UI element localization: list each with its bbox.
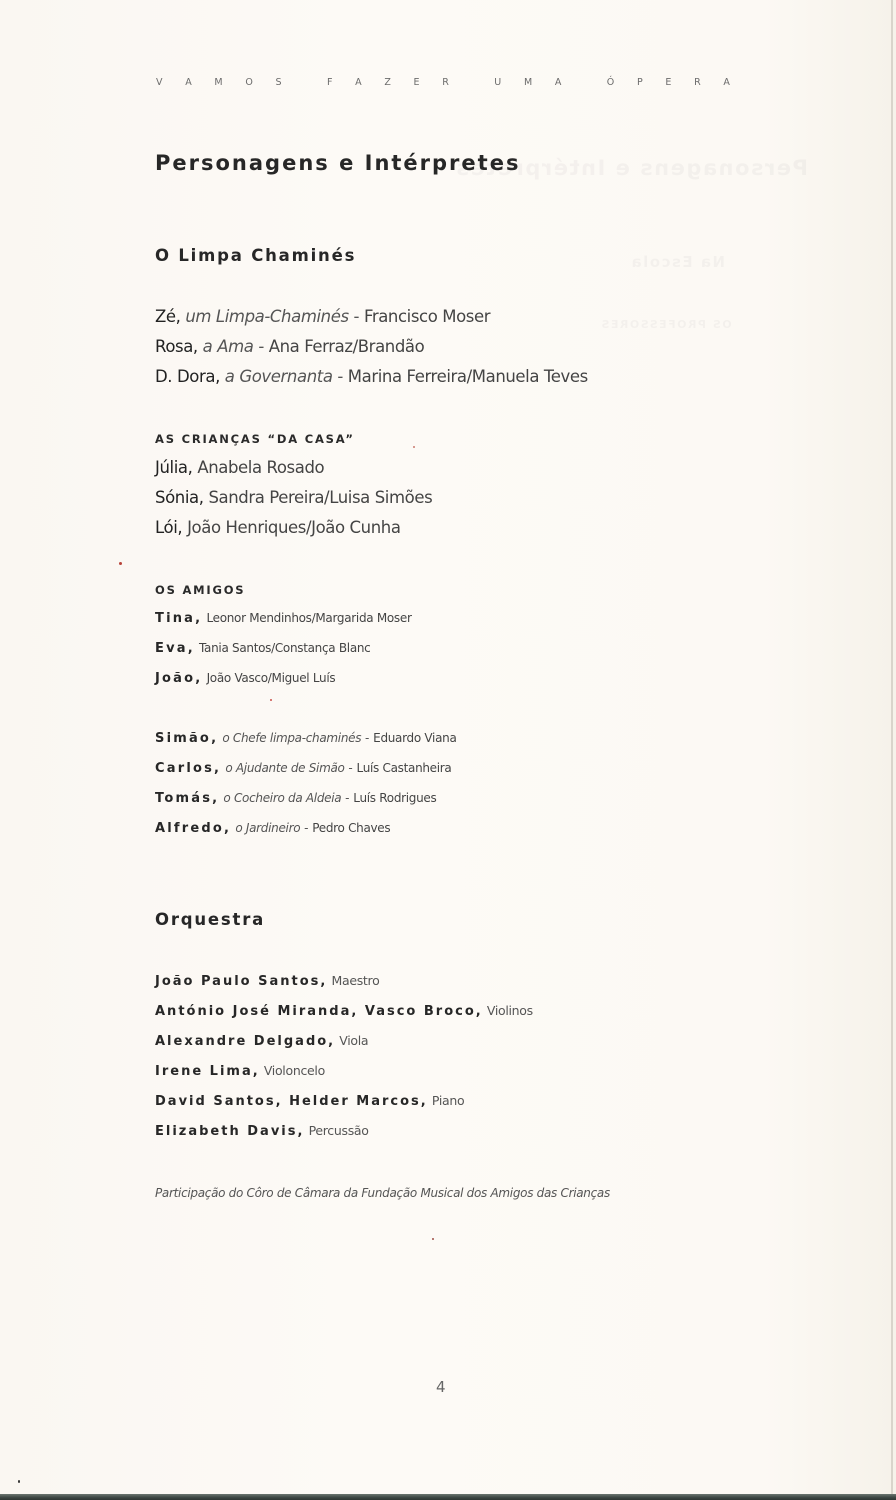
running-head-letter: R <box>442 77 449 88</box>
page-title: Personagens e Intérpretes <box>155 151 521 175</box>
orchestra-line <box>155 973 379 989</box>
actor-name: Tania Santos/Constança Blanc <box>199 641 371 655</box>
running-head-letter: F <box>326 77 333 88</box>
instrument: Piano <box>431 1093 465 1108</box>
section-title-limpa-chamines: O Limpa Chaminés <box>155 246 357 265</box>
cast-line <box>155 791 436 806</box>
cast-line <box>155 458 324 477</box>
character-name: Rosa, <box>155 337 198 356</box>
instrument: Violoncelo <box>263 1063 325 1078</box>
cast-line <box>155 671 335 686</box>
scan-speck <box>432 1238 434 1240</box>
page-number: 4 <box>436 1378 446 1396</box>
scan-speck <box>18 1480 20 1483</box>
character-role: o Ajudante de Simão <box>225 761 345 775</box>
running-head-letter: P <box>636 77 643 88</box>
actor-name: Leonor Mendinhos/Margarida Moser <box>206 611 412 625</box>
actor-name: João Vasco/Miguel Luís <box>206 671 336 685</box>
section-title-orquestra: Orquestra <box>155 910 266 929</box>
character-name: Carlos, <box>155 761 222 776</box>
character-role: o Jardineiro <box>235 821 301 835</box>
character-name: D. Dora, <box>155 367 220 386</box>
running-head-letter: Ó <box>606 77 615 88</box>
character-name: Sónia, <box>155 488 204 507</box>
character-name: Zé, <box>155 307 181 326</box>
orchestra-line <box>155 1063 325 1079</box>
group-label-amigos: OS AMIGOS <box>155 583 246 597</box>
musician-names: David Santos, Helder Marcos, <box>155 1094 428 1109</box>
actor-name: Luís Rodrigues <box>353 791 437 805</box>
running-head-letter: M <box>523 77 533 88</box>
character-name: Júlia, <box>155 458 193 477</box>
cast-line <box>155 761 452 776</box>
running-head-letter: S <box>275 77 282 88</box>
orchestra-line <box>155 1093 464 1109</box>
cast-line <box>155 641 370 656</box>
running-head-letter: Z <box>384 77 391 88</box>
character-name: Simão, <box>155 731 219 746</box>
cast-line <box>155 307 490 326</box>
page-edge <box>891 0 893 1494</box>
character-name: João, <box>155 671 203 686</box>
instrument: Violinos <box>486 1003 533 1018</box>
running-head-letter: A <box>554 77 562 88</box>
actor-name: Luís Castanheira <box>356 761 452 775</box>
separator: - <box>344 761 357 775</box>
cast-line <box>155 731 457 746</box>
instrument: Maestro <box>331 973 380 988</box>
musician-names: João Paulo Santos, <box>155 974 328 989</box>
running-head-letter: A <box>185 77 192 88</box>
bleed-through-group <box>600 318 732 331</box>
character-role: a Ama <box>202 337 254 356</box>
character-role: o Chefe limpa-chaminés <box>222 731 362 745</box>
character-role: a Governanta <box>224 367 333 386</box>
musician-names: Elizabeth Davis, <box>155 1124 305 1139</box>
running-head <box>156 77 730 88</box>
musician-names: Irene Lima, <box>155 1064 260 1079</box>
character-role: o Cocheiro da Aldeia <box>223 791 342 805</box>
actor-name: Ana Ferraz/Brandão <box>268 337 425 356</box>
character-name: Tina, <box>155 611 203 626</box>
running-head-letter: V <box>156 77 163 88</box>
character-name: Tomás, <box>155 791 220 806</box>
instrument: Percussão <box>308 1123 369 1138</box>
cast-line <box>155 611 412 626</box>
cast-line <box>155 518 401 537</box>
separator: - <box>300 821 313 835</box>
running-head-letter: E <box>413 77 420 88</box>
separator: - <box>341 791 354 805</box>
actor-name: Francisco Moser <box>363 307 491 326</box>
bleed-through-section <box>630 253 725 271</box>
instrument: Viola <box>339 1033 369 1048</box>
running-head-letter: E <box>665 77 672 88</box>
cast-line <box>155 337 424 356</box>
scan-speck <box>413 446 415 448</box>
group-label-criancas: AS CRIANÇAS “DA CASA” <box>155 432 355 446</box>
actor-name: Marina Ferreira/Manuela Teves <box>347 367 588 386</box>
character-name: Alfredo, <box>155 821 232 836</box>
separator: - <box>348 307 364 326</box>
actor-name: Pedro Chaves <box>312 821 391 835</box>
actor-name: Eduardo Viana <box>373 731 457 745</box>
cast-line <box>155 367 588 386</box>
actor-name: João Henriques/João Cunha <box>187 518 401 537</box>
character-name: Lói, <box>155 518 183 537</box>
choir-credit: Participação do Côro de Câmara da Fundação Musical dos Amigos das Crianças <box>155 1186 610 1200</box>
running-head-letter: A <box>355 77 362 88</box>
scan-speck <box>270 699 272 701</box>
actor-name: Sandra Pereira/Luisa Simões <box>208 488 433 507</box>
cast-line <box>155 488 432 507</box>
orchestra-line <box>155 1123 369 1139</box>
running-head-letter: R <box>694 77 701 88</box>
actor-name: Anabela Rosado <box>197 458 325 477</box>
running-head-letter: M <box>214 77 223 88</box>
separator: - <box>332 367 348 386</box>
musician-names: António José Miranda, Vasco Broco, <box>155 1004 483 1019</box>
character-name: Eva, <box>155 641 195 656</box>
musician-names: Alexandre Delgado, <box>155 1034 336 1049</box>
scan-speck <box>119 562 122 565</box>
cast-line <box>155 821 390 836</box>
separator: - <box>361 731 374 745</box>
running-head-letter: U <box>494 77 502 88</box>
character-role: um Limpa-Chaminés <box>185 307 349 326</box>
separator: - <box>253 337 269 356</box>
orchestra-line <box>155 1033 368 1049</box>
orchestra-line <box>155 1003 533 1019</box>
scan-bottom-edge <box>0 1494 896 1500</box>
running-head-letter: O <box>245 77 253 88</box>
running-head-letter: A <box>723 77 730 88</box>
